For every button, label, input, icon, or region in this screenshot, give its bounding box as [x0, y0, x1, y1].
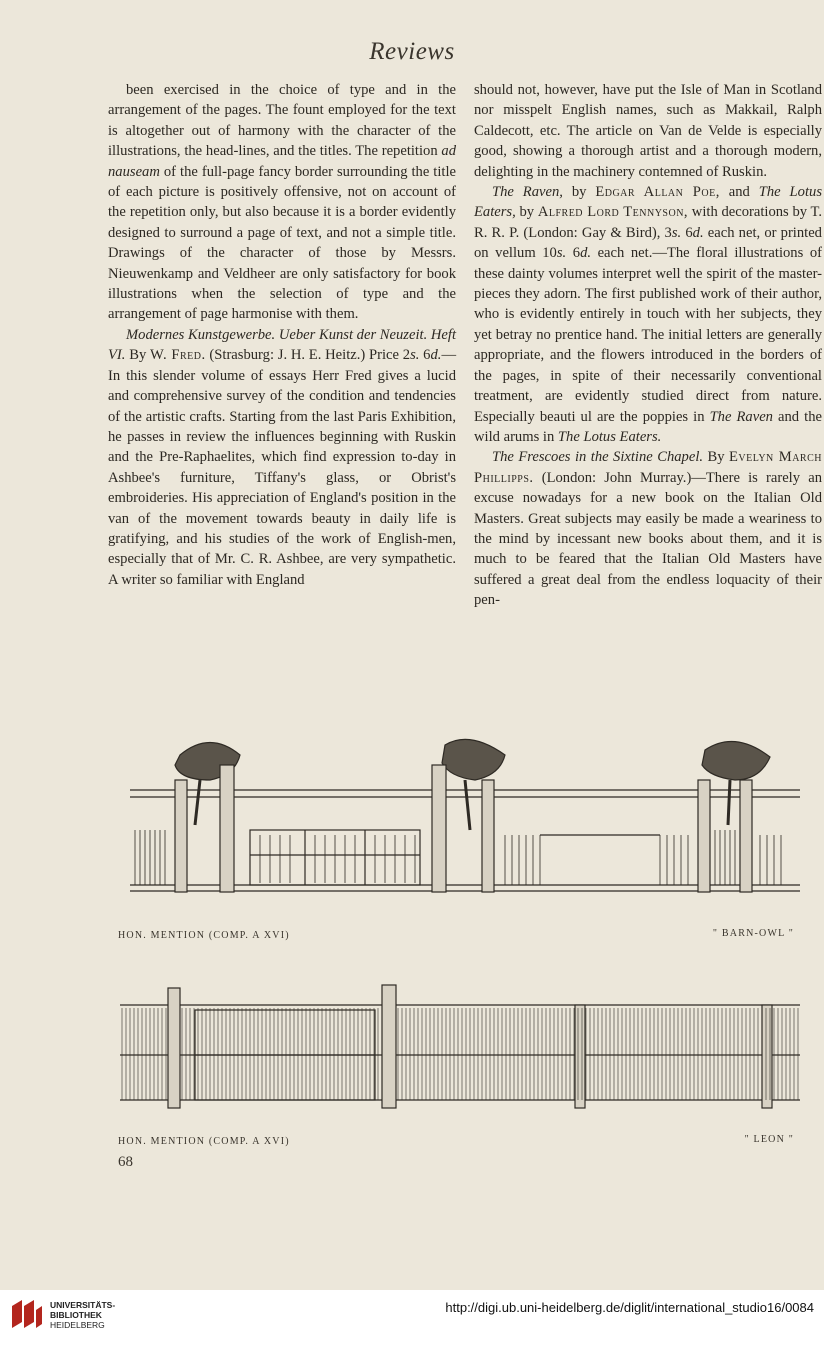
text-run: The Raven [709, 408, 773, 425]
text-run: with decorations by T. R. R. P. (London: Gay & Bird), 3 [474, 204, 822, 241]
text-run: The Lotus Eaters. [557, 428, 662, 445]
text-run: been exercised in the choice of type and in the arrangement of the pages. The fount employed for the text is altogether out of harmony with the character of the illustrations, the head-lines, and the titles. The repetition [108, 82, 456, 160]
text-run: (Strasburg: J. H. E. Heitz.) Price 2 [205, 347, 411, 364]
text-run: by [515, 204, 538, 221]
text-run: —In this slender volume of essays Herr Fred gives a lucid and comprehensive survey of the condition and tendencies of the artistic crafts. Starting from the last Paris Exhibition, he passes in review the influences beginning with Ruskin and the Pre-Raphaelites, which find expression to-day in Ashbee's furniture, Tiffany's glass, or Obrist's embroideries. His appreciation of England's position in the van of the movement towards beauty in daily life is gratifying, and his studies of the work of English-men, especially that of Mr. C. R. Ashbee, are very sympathetic. A writer so familiar with England [108, 347, 457, 588]
source-url-link[interactable]: http://digi.ub.uni-heidelberg.de/diglit/international_studio16/0084 [445, 1300, 814, 1315]
text-run: By [703, 449, 729, 466]
text-run: and the wild arums in [474, 408, 822, 445]
figure1-caption-right: " BARN-OWL " [712, 928, 794, 939]
library-logo-icon [8, 1296, 44, 1332]
text-run: Evelyn March Phillipps. [474, 449, 822, 486]
page-number: 68 [118, 1154, 133, 1170]
text-run: s. [410, 347, 420, 364]
fence-illustration-barn-owl [120, 735, 810, 895]
text-run: W. Fred. [150, 347, 206, 364]
text-run: 6 [419, 347, 431, 364]
text-run: The Frescoes in the Sixtine Chapel. [492, 449, 704, 466]
tree-drawing [702, 741, 770, 825]
text-run: The Raven, [492, 184, 563, 201]
paragraph [474, 447, 822, 610]
text-run: ad nauseam [108, 143, 456, 180]
text-run: should not, however, have put the Isle of Man in Scotland nor misspelt English names, such as Makkail, Ralph Caldecott, etc. The article on Van de Velde is especially good, showing a thorough artist and a thorough modern, delighting in the machinery contemned of Ruskin. [474, 82, 822, 180]
text-run: 6 [681, 224, 693, 241]
fence-illustration-leon [120, 980, 810, 1110]
right-text-column [474, 80, 822, 611]
text-run: Alfred Lord Tennyson, [537, 204, 689, 221]
text-run: By [125, 347, 151, 364]
text-run: d. [692, 224, 704, 241]
figure2-caption-right: " LEON " [744, 1134, 794, 1145]
text-run: (London: John Murray.)—There is rarely an excuse nowadays for a new book on the Italian Old Masters. Great subjects may easily be made a weariness to the mind by incessant new books about them, and it is much to be feared that the Italian Old Masters have suffered a great deal from the endless loquacity of their pen- [474, 469, 822, 609]
text-run: each net, or printed on vellum 10 [474, 224, 822, 262]
text-run: and [719, 184, 759, 201]
text-run: s. [671, 224, 682, 241]
library-name-line3: HEIDELBERG [50, 1320, 105, 1330]
text-run: d. [580, 245, 592, 262]
paragraph [108, 325, 456, 590]
text-run: Edgar Allan Poe, [595, 184, 720, 201]
left-text-column [108, 80, 456, 590]
library-name-line1: UNIVERSITÄTS- [50, 1300, 116, 1310]
text-run: 6 [566, 245, 581, 262]
tree-drawing [442, 739, 505, 830]
text-run: d. [430, 347, 442, 364]
text-run: Modernes Kunstgewerbe. Ueber Kunst der Neuzeit. Heft VI. [108, 326, 456, 364]
library-name-line2: BIBLIOTHEK [50, 1310, 102, 1320]
figure1-caption-left: HON. MENTION (COMP. A XVI) [118, 930, 290, 941]
running-header: Reviews [369, 38, 455, 65]
text-run: of the full-page fancy border surrounding the title of each picture is positively offensive, not on account of the repetition only, but also because it is a border evidently designed to surround a page of text, and not a simple title. Drawings of the character of those by Messrs. Nieuwenkamp and Veldheer are only satisfactory for book illustrations when the selection of type and the arrangement of page harmonise with them. [108, 163, 456, 323]
paragraph [474, 80, 822, 182]
text-run: by [562, 184, 596, 201]
text-run: s. [556, 245, 567, 262]
paragraph [474, 182, 822, 447]
paragraph [108, 80, 456, 325]
text-run: The Lotus Eaters, [474, 184, 823, 221]
library-name [50, 1300, 115, 1330]
text-run: each net.—The floral illustrations of these dainty volumes interpret well the spirit of the master-pieces they adorn. The first published work of their author, who is evidently entirely in touch with her subjects, they yet betray no prentice hand. The initial letters are generally appropriate, and the flowers introduced in the borders of the pages, in spite of their necessarily conventional treatment, are evidently studied direct from nature. Especially beauti ul are the poppies in [474, 245, 823, 425]
footer-bar [0, 1290, 824, 1348]
figure2-caption-left: HON. MENTION (COMP. A XVI) [118, 1136, 290, 1147]
